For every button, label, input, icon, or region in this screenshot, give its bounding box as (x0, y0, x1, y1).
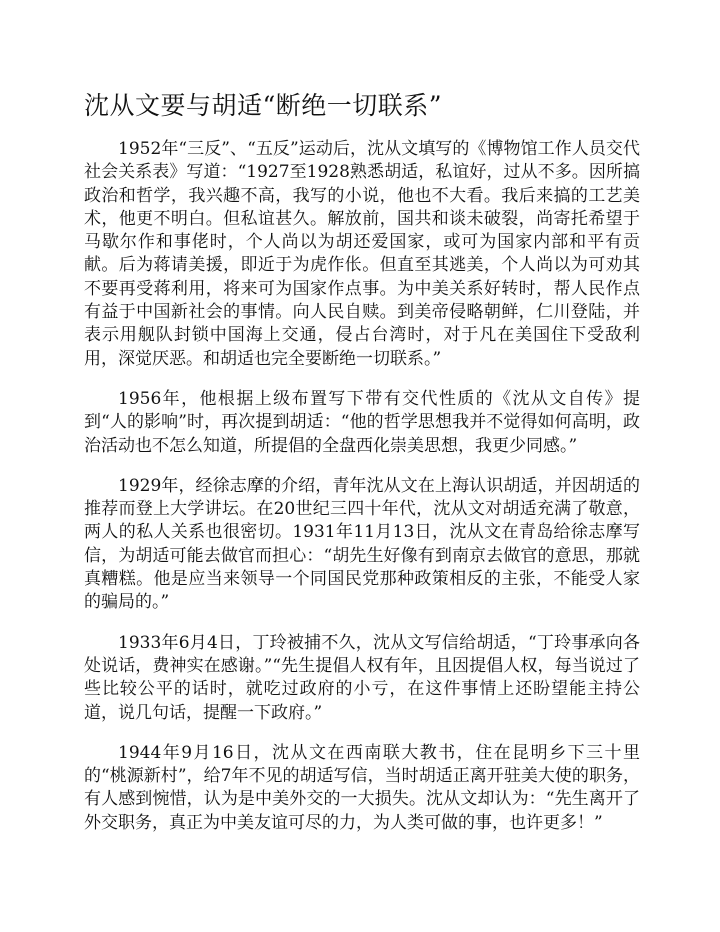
paragraph-1929: 1929年，经徐志摩的介绍，青年沈从文在上海认识胡适，并因胡适的推荐而登上大学讲坛。在20世纪三四十年代，沈从文对胡适充满了敬意，两人的私人关系也很密切。1931年11月13日，沈从文在青岛给徐志摩写信，为胡适可能去做官而担心：“胡先生好像有到南京去做官的意思，那就真糟糕。他是应当来领导一个同国民党那种政策相反的主张，不能受人家的骗局的。” (84, 475, 640, 613)
paragraph-1952: 1952年“三反”、“五反”运动后，沈从文填写的《博物馆工作人员交代社会关系表》写道：“1927至1928熟悉胡适，私谊好，过从不多。因所搞政治和哲学，我兴趣不高，我写的小说，他也不大看。我后来搞的工艺美术，他更不明白。但私谊甚久。解放前，国共和谈未破裂，尚寄托希望于马歇尔作和事佬时，个人尚以为胡还爱国家，或可为国家内部和平有贡献。后为蒋请美援，即近于为虎作伥。但直至其逃美，个人尚以为可劝其不要再受蒋利用，将来可为国家作点事。为中美关系好转时，帮人民作点有益于中国新社会的事情。向人民自赎。到美帝侵略朝鲜，仁川登陆，并表示用舰队封锁中国海上交通，侵占台湾时，对于凡在美国住下受敌利用，深觉厌恶。和胡适也完全要断绝一切联系。” (84, 139, 640, 369)
paragraph-1933: 1933年6月4日，丁玲被捕不久，沈从文写信给胡适，“丁玲事承向各处说话，费神实在感谢。”“先生提倡人权有年，且因提倡人权，每当说过了些比较公平的话时，就吃过政府的小亏，在这件事情上还盼望能主持公道，说几句话，提醒一下政府。” (84, 632, 640, 723)
paragraph-1956: 1956年，他根据上级布置写下带有交代性质的《沈从文自传》提到“人的影响”时，再次提到胡适：“他的哲学思想我并不觉得如何高明，政治活动也不怎么知道，所提倡的全盘西化崇美思想，我更少同感。” (84, 388, 640, 456)
document-title: 沈从文要与胡适“断绝一切联系” (84, 91, 443, 120)
document-page (84, 88, 640, 852)
paragraph-1944: 1944年9月16日，沈从文在西南联大教书，住在昆明乡下三十里的“桃源新村”，给7年不见的胡适写信，当时胡适正离开驻美大使的职务，有人感到惋惜，认为是中美外交的一大损失。沈从文却认为：“先生离开了外交职务，真正为中美友谊可尽的力，为人类可做的事，也许更多！” (84, 742, 640, 833)
